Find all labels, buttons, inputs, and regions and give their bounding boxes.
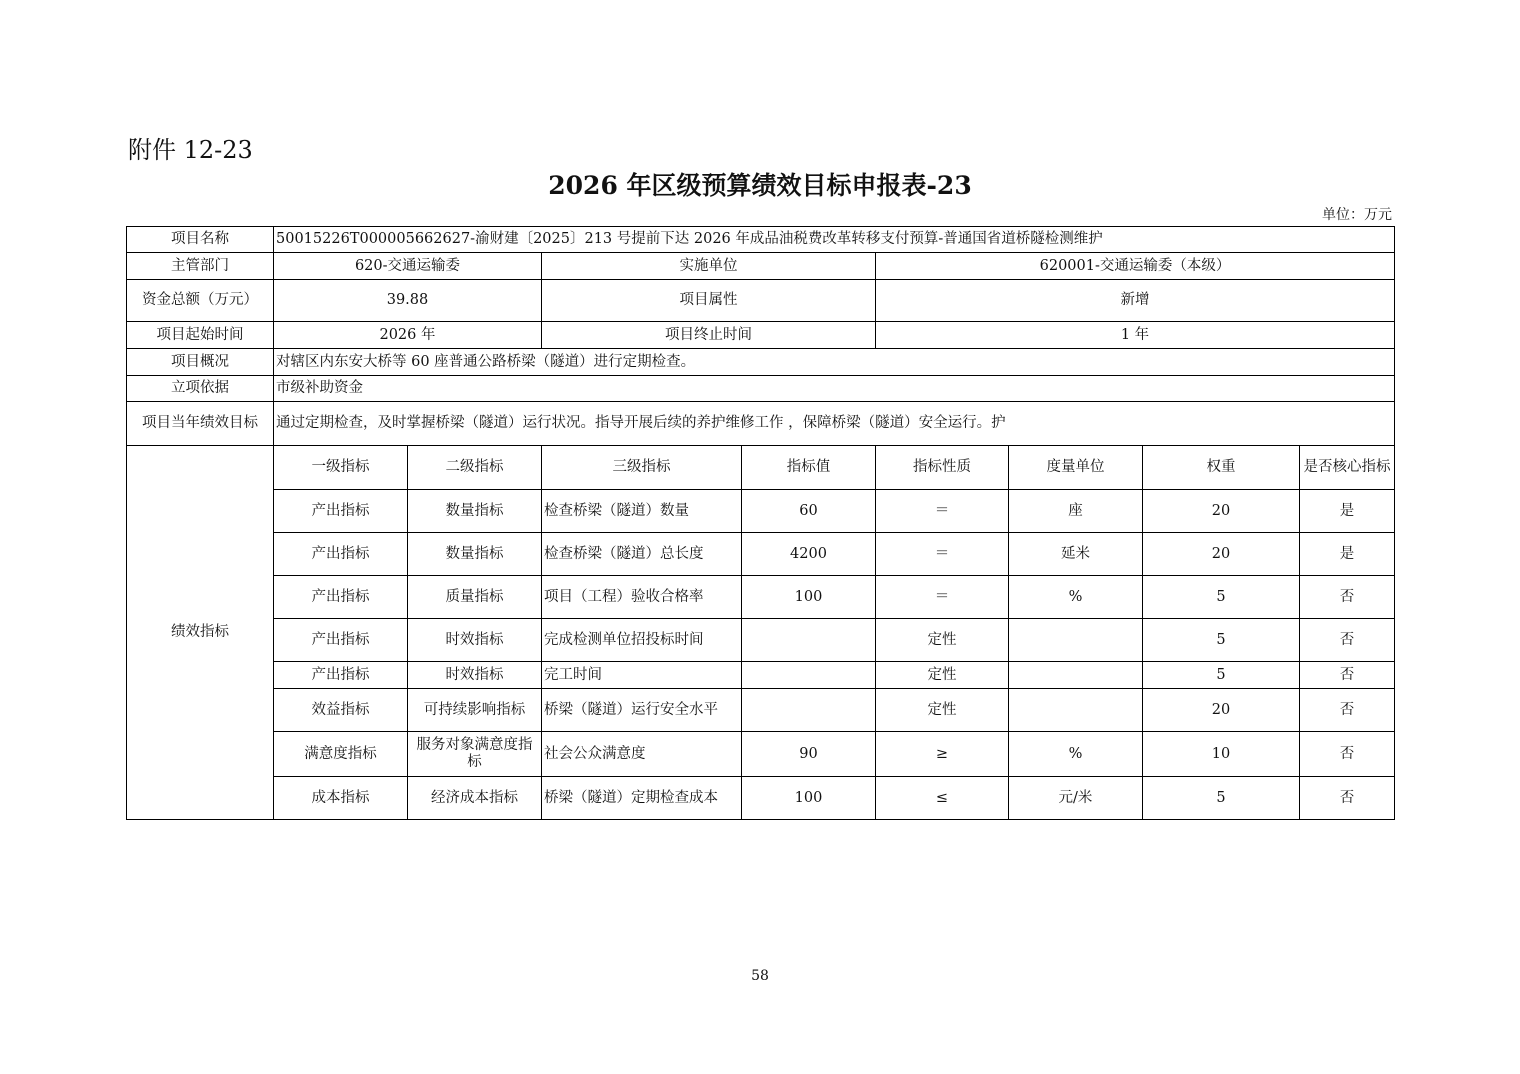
end-value: 1 年 — [876, 322, 1395, 349]
header-cell: 权重 — [1143, 446, 1300, 490]
perf-header-row — [127, 446, 1395, 490]
table-cell: 是 — [1300, 533, 1395, 576]
table-cell: 座 — [1009, 490, 1143, 533]
table-cell: 20 — [1143, 490, 1300, 533]
table-cell: 项目（工程）验收合格率 — [542, 576, 742, 619]
table-cell: 延米 — [1009, 533, 1143, 576]
table-cell: % — [1009, 576, 1143, 619]
table-cell: 时效指标 — [408, 662, 542, 689]
table-cell: 服务对象满意度指标 — [408, 732, 542, 777]
table-cell — [742, 619, 876, 662]
table-cell: 可持续影响指标 — [408, 689, 542, 732]
table-cell — [742, 662, 876, 689]
table-cell: 社会公众满意度 — [542, 732, 742, 777]
table-cell — [1009, 689, 1143, 732]
table-cell: 产出指标 — [274, 533, 408, 576]
table-cell: 成本指标 — [274, 777, 408, 820]
table-cell — [1009, 662, 1143, 689]
unit-label: 单位：万元 — [1322, 207, 1392, 223]
table-cell: 桥梁（隧道）运行安全水平 — [542, 689, 742, 732]
start-label: 项目起始时间 — [127, 322, 274, 349]
table-cell: 产出指标 — [274, 619, 408, 662]
perf-indicators-label: 绩效指标 — [127, 446, 274, 820]
table-cell: 100 — [742, 777, 876, 820]
table-cell: 产出指标 — [274, 662, 408, 689]
table-cell: % — [1009, 732, 1143, 777]
dept-value: 620-交通运输委 — [274, 253, 542, 280]
table-cell: 产出指标 — [274, 576, 408, 619]
overview-label: 项目概况 — [127, 349, 274, 376]
table-cell: 完工时间 — [542, 662, 742, 689]
table-row — [127, 576, 1395, 619]
header-cell: 是否核心指标 — [1300, 446, 1395, 490]
table-cell: 效益指标 — [274, 689, 408, 732]
attachment-label: 附件 12-23 — [128, 136, 253, 164]
table-row — [127, 732, 1395, 777]
table-cell: 20 — [1143, 533, 1300, 576]
row-fund — [127, 280, 1395, 322]
table-cell: 完成检测单位招投标时间 — [542, 619, 742, 662]
row-dept — [127, 253, 1395, 280]
table-cell: 是 — [1300, 490, 1395, 533]
table-cell: 时效指标 — [408, 619, 542, 662]
attr-value: 新增 — [876, 280, 1395, 322]
table-cell: 检查桥梁（隧道）总长度 — [542, 533, 742, 576]
table-cell: 定性 — [876, 662, 1009, 689]
table-row — [127, 533, 1395, 576]
table-cell: 否 — [1300, 689, 1395, 732]
header-cell: 三级指标 — [542, 446, 742, 490]
table-cell: 5 — [1143, 662, 1300, 689]
row-basis — [127, 376, 1395, 402]
table-cell: 否 — [1300, 662, 1395, 689]
start-value: 2026 年 — [274, 322, 542, 349]
table-cell: 否 — [1300, 732, 1395, 777]
table-cell: 产出指标 — [274, 490, 408, 533]
basis-value: 市级补助资金 — [274, 376, 1395, 402]
project-name-label: 项目名称 — [127, 227, 274, 253]
table-cell: 数量指标 — [408, 533, 542, 576]
table-cell: 定性 — [876, 689, 1009, 732]
impl-value: 620001-交通运输委（本级） — [876, 253, 1395, 280]
end-label: 项目终止时间 — [542, 322, 876, 349]
table-row — [127, 490, 1395, 533]
goal-value: 通过定期检查，及时掌握桥梁（隧道）运行状况。指导开展后续的养护维修工作 ，保障桥梁（隧道）安全运行。护 — [274, 402, 1395, 446]
fund-label: 资金总额（万元） — [127, 280, 274, 322]
table-cell: 否 — [1300, 576, 1395, 619]
page-number: 58 — [751, 968, 769, 984]
table-row — [127, 619, 1395, 662]
row-overview — [127, 349, 1395, 376]
header-cell: 一级指标 — [274, 446, 408, 490]
dept-label: 主管部门 — [127, 253, 274, 280]
basis-label: 立项依据 — [127, 376, 274, 402]
form-title: 2026 年区级预算绩效目标申报表-23 — [548, 171, 972, 200]
header-cell: 指标值 — [742, 446, 876, 490]
table-cell: ＝ — [876, 490, 1009, 533]
overview-value: 对辖区内东安大桥等 60 座普通公路桥梁（隧道）进行定期检查。 — [274, 349, 1395, 376]
table-cell: ≥ — [876, 732, 1009, 777]
table-cell: 满意度指标 — [274, 732, 408, 777]
attr-label: 项目属性 — [542, 280, 876, 322]
row-project-name — [127, 227, 1395, 253]
header-cell: 二级指标 — [408, 446, 542, 490]
table-cell: 20 — [1143, 689, 1300, 732]
table-cell: 90 — [742, 732, 876, 777]
header-cell: 度量单位 — [1009, 446, 1143, 490]
table-cell: ＝ — [876, 576, 1009, 619]
table-cell: 元/米 — [1009, 777, 1143, 820]
table-cell: 5 — [1143, 777, 1300, 820]
project-name: 50015226T000005662627-渝财建〔2025〕213 号提前下达 2026 年成品油税费改革转移支付预算-普通国省道桥隧检测维护 — [274, 227, 1395, 253]
header-cell: 指标性质 — [876, 446, 1009, 490]
table-cell — [742, 689, 876, 732]
table-cell: 桥梁（隧道）定期检查成本 — [542, 777, 742, 820]
table-row — [127, 777, 1395, 820]
table-cell: 10 — [1143, 732, 1300, 777]
table-cell: 5 — [1143, 576, 1300, 619]
table-row — [127, 662, 1395, 689]
table-row — [127, 689, 1395, 732]
impl-label: 实施单位 — [542, 253, 876, 280]
table-cell: 60 — [742, 490, 876, 533]
table-cell: 检查桥梁（隧道）数量 — [542, 490, 742, 533]
goal-label: 项目当年绩效目标 — [127, 402, 274, 446]
table-cell: 质量指标 — [408, 576, 542, 619]
table-cell — [1009, 619, 1143, 662]
row-goal — [127, 402, 1395, 446]
table-cell: 否 — [1300, 619, 1395, 662]
table-cell: 数量指标 — [408, 490, 542, 533]
table-cell: 否 — [1300, 777, 1395, 820]
fund-value: 39.88 — [274, 280, 542, 322]
row-period — [127, 322, 1395, 349]
table-cell: ≤ — [876, 777, 1009, 820]
table-cell: 4200 — [742, 533, 876, 576]
performance-form-table — [126, 226, 1395, 820]
table-cell: 100 — [742, 576, 876, 619]
table-cell: 经济成本指标 — [408, 777, 542, 820]
table-cell: 5 — [1143, 619, 1300, 662]
table-cell: 定性 — [876, 619, 1009, 662]
table-cell: ＝ — [876, 533, 1009, 576]
